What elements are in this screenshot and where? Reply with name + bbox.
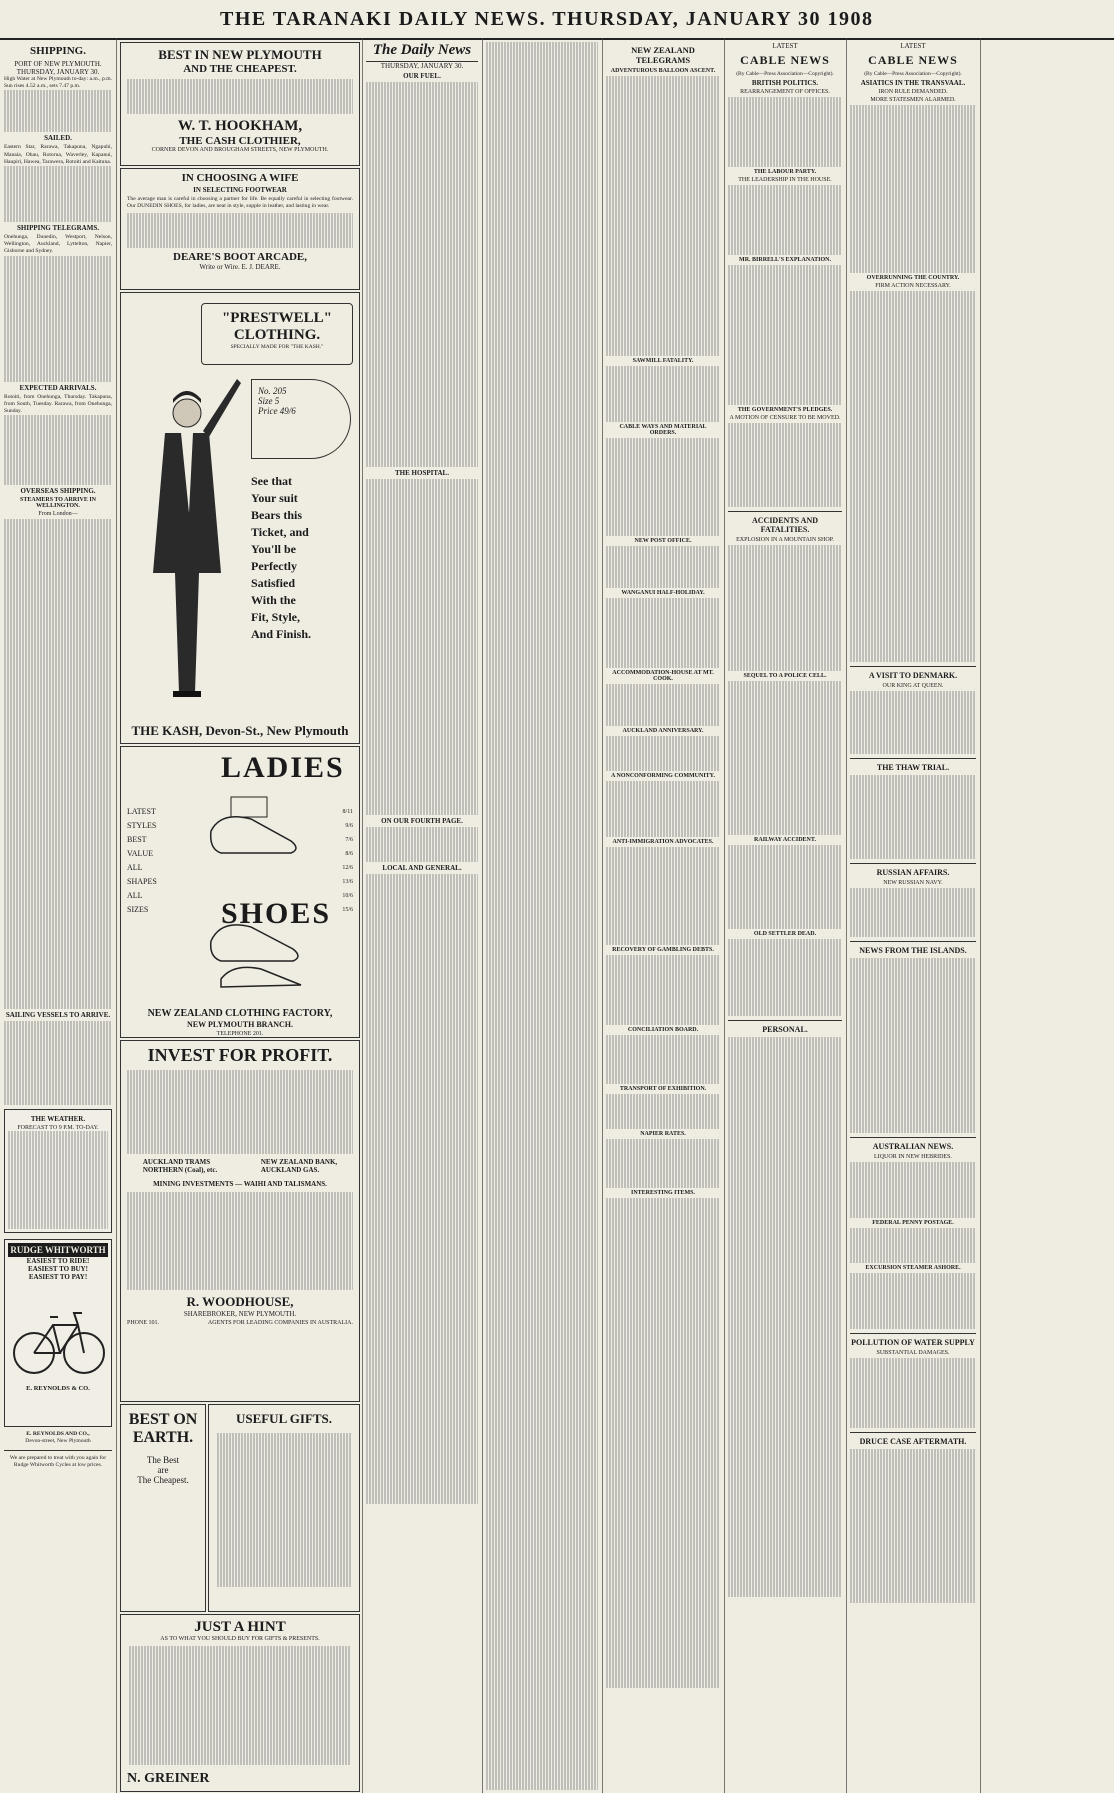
cable-subheading: A VISIT TO DENMARK. (868, 671, 958, 680)
local-news-text (486, 42, 598, 1790)
hint-body (129, 1646, 351, 1765)
cable-text (728, 681, 842, 835)
rudge-line: EASIEST TO BUY! (28, 1265, 88, 1274)
shipping-text-block (4, 166, 112, 222)
broker-phone: PHONE 101. (127, 1320, 160, 1326)
price: 13/6 (342, 879, 353, 885)
pitch-line: You'll be (251, 542, 297, 556)
cable-subheading: PERSONAL. (762, 1025, 808, 1034)
cable-subheading: IRON RULE DEMANDED. (878, 89, 948, 95)
prestwell-brand: "PRESTWELL" (221, 310, 333, 326)
ticket-price: Price 49/6 (258, 406, 296, 416)
reynolds-street: Devon-street, New Plymouth (25, 1438, 91, 1445)
telegram-text (606, 684, 720, 726)
telegram-text (606, 366, 720, 422)
telegram-subheading: NEW POST OFFICE. (634, 538, 692, 544)
best-on-earth-ad (120, 1404, 206, 1612)
editorial-topic: THE HOSPITAL. (395, 469, 449, 477)
invest-securities (121, 1158, 359, 1174)
editorial-dateline: THURSDAY, JANUARY 30. (380, 62, 464, 70)
factory-branch: NEW PLYMOUTH BRANCH. (186, 1020, 293, 1029)
rudge-line: EASIEST TO PAY! (28, 1273, 88, 1282)
local-news-column (486, 42, 598, 1790)
overseas-heading: OVERSEAS SHIPPING. (20, 487, 96, 496)
feature: SHAPES (127, 877, 157, 886)
cable-subheading: POLLUTION OF WATER SUPPLY (851, 1338, 975, 1347)
cable-text (728, 1037, 842, 1597)
rudge-brand: RUDGE WHITWORTH (8, 1243, 108, 1257)
editorial-text (366, 479, 478, 815)
gifts-title: USEFUL GIFTS. (235, 1411, 333, 1426)
cable-news-column-2 (850, 42, 976, 1790)
kash-pitch (251, 473, 355, 643)
feature: SIZES (127, 905, 149, 914)
telegram-subheading: NAPIER RATES. (640, 1131, 686, 1137)
shipping-column (4, 42, 112, 1790)
telegram-subheading: INTERESTING ITEMS. (630, 1190, 696, 1196)
divider (728, 1020, 842, 1021)
column-rule (980, 38, 981, 1793)
deare-name: DEARE'S BOOT ARCADE, (173, 251, 307, 264)
feature: ALL (127, 891, 143, 900)
hookham-headline-2: AND THE CHEAPEST. (183, 63, 297, 75)
greiner-name: N. GREINER (127, 1771, 210, 1786)
telegram-subheading: ACCOMMODATION-HOUSE AT MT. COOK. (612, 670, 714, 682)
cable-text (728, 845, 842, 929)
shoe-features (127, 805, 187, 917)
cable-byline: (By Cable—Press Association—Copyright). (736, 71, 834, 77)
cable-text (850, 1228, 976, 1263)
column-rule (602, 38, 603, 1793)
cable-subheading: FIRM ACTION NECESSARY. (875, 283, 951, 289)
shoe-illustrations-icon (201, 791, 311, 991)
security: NEW ZEALAND BANK, (260, 1158, 338, 1166)
telegram-text (606, 1035, 720, 1084)
best-line-1: BEST ON (128, 1411, 198, 1428)
editorial-text (366, 82, 478, 467)
telegram-subheading: TRANSPORT OF EXHIBITION. (619, 1086, 707, 1092)
reynolds-price-note: We are prepared to treat with you again for Rudge Whitworth Cycles at low prices. (9, 1454, 107, 1468)
useful-gifts-ad (208, 1404, 360, 1612)
cable-subheading: EXCURSION STEAMER ASHORE. (865, 1265, 961, 1271)
tide-text: High Water at New Plymouth to-day: a.m., p.m. Sun rises 4.52 a.m., sets 7.47 p.m. (4, 76, 112, 90)
telegram-text (606, 847, 720, 945)
deare-ad (120, 168, 360, 290)
hookham-name: W. T. HOOKHAM, (177, 118, 303, 134)
ticket-size: Size 5 (258, 396, 280, 406)
feature: BEST (127, 835, 147, 844)
cable-subheading: ACCIDENTS AND FATALITIES. (751, 516, 818, 534)
pitch-line: With the (251, 593, 296, 607)
pitch-line: Your suit (251, 491, 298, 505)
rudge-line: EASIEST TO RIDE! (26, 1257, 90, 1266)
deare-contact: Write or Wire. E. J. DEARE. (199, 263, 281, 272)
deare-sub: IN SELECTING FOOTWEAR (193, 186, 287, 194)
prestwell-made-for: SPECIALLY MADE FOR "THE KASH." (230, 344, 324, 350)
divider (728, 511, 842, 512)
port-line: PORT OF NEW PLYMOUTH. (14, 60, 102, 68)
cable-text (728, 423, 842, 507)
cable-subheading: SUBSTANTIAL DAMAGES. (876, 1350, 950, 1356)
shipping-heading: SHIPPING. (30, 45, 86, 57)
telegram-subheading: AUCKLAND ANNIVERSARY. (622, 728, 704, 734)
mining-heading: MINING INVESTMENTS — WAIHI AND TALISMANS. (153, 1180, 327, 1188)
telegram-subheading: SAWMILL FATALITY. (632, 358, 694, 364)
telegram-subheading: ADVENTUROUS BALLOON ASCENT. (610, 68, 716, 74)
telegram-text (606, 598, 720, 668)
best-line-2: EARTH. (132, 1429, 194, 1446)
invest-body (127, 1192, 353, 1290)
column-rule (116, 38, 117, 1793)
telegram-text (606, 736, 720, 771)
kash-ad (120, 292, 360, 744)
editorial-topic: OUR FUEL. (403, 72, 441, 80)
cable-subheading: THE LEADERSHIP IN THE HOUSE. (738, 177, 832, 183)
kash-footer: THE KASH, Devon-St., New Plymouth (131, 723, 349, 738)
reynolds-address (4, 1431, 112, 1469)
bicycle-icon (8, 1285, 108, 1385)
cable-latest: LATEST (772, 42, 798, 50)
telegram-subheading: CABLE WAYS AND MATERIAL ORDERS. (619, 424, 707, 436)
weather-forecast-sub: FORECAST TO 9 P.M. TO-DAY. (17, 1125, 99, 1132)
masthead (0, 0, 1114, 40)
telegram-text (606, 1094, 720, 1129)
editorial-column (366, 42, 478, 1790)
cable-latest: LATEST (900, 42, 926, 50)
cable-text (850, 775, 976, 859)
invest-body (127, 1070, 353, 1154)
daily-news-masthead: The Daily News (366, 42, 478, 62)
security: AUCKLAND TRAMS (142, 1158, 211, 1166)
price: 9/6 (345, 823, 353, 829)
cable-text (728, 97, 842, 167)
reynolds-name-2: E. REYNOLDS AND CO., (26, 1431, 90, 1438)
telegram-text (606, 76, 720, 356)
cable-text (850, 1358, 976, 1428)
shipping-telegrams-heading: SHIPPING TELEGRAMS. (17, 224, 99, 233)
reynolds-name: E. REYNOLDS & CO. (26, 1385, 90, 1393)
price: 15/6 (342, 907, 353, 913)
divider (850, 758, 976, 759)
nz-telegrams-heading: NEW ZEALAND TELEGRAMS (631, 45, 695, 65)
hint-title: JUST A HINT (194, 1619, 286, 1635)
feature: STYLES (127, 821, 157, 830)
telegram-subheading: WANGANUI HALF-HOLIDAY. (621, 590, 705, 596)
price: 8/11 (342, 809, 353, 815)
rudge-whitworth-ad (4, 1239, 112, 1427)
sailed-text: Eastern Star, Rarawa, Takapuna, Ngapuhi, Manaia, Ohau, Rotorua, Waverley, Kapanui, Haupiri, Hawea, Tarawera, Rotoiti and Kaituna. (4, 144, 112, 165)
cable-text (850, 1449, 976, 1603)
cable-news-column (728, 42, 842, 1790)
hookham-trade: THE CASH CLOTHIER, (179, 135, 301, 147)
editorial-topic: LOCAL AND GENERAL. (382, 864, 462, 872)
price: 12/6 (342, 865, 353, 871)
cable-subheading: A MOTION OF CENSURE TO BE MOVED. (729, 415, 841, 421)
cable-text (850, 291, 976, 662)
cable-subheading: OLD SETTLER DEAD. (753, 931, 817, 937)
price: 10/6 (342, 893, 353, 899)
date-line: THURSDAY, JANUARY 30. (16, 68, 100, 76)
cable-subheading: THE GOVERNMENT'S PLEDGES. (737, 407, 833, 413)
shipping-text-block (4, 519, 112, 1009)
expected-arrivals-heading: EXPECTED ARRIVALS. (19, 383, 97, 392)
hint-sub: AS TO WHAT YOU SHOULD BUY FOR GIFTS & PRESENTS. (160, 1636, 320, 1642)
pitch-line: Fit, Style, (251, 610, 300, 624)
shipping-text-block (4, 256, 112, 382)
shipping-text-block (4, 415, 112, 485)
cable-subheading: OUR KING AT QUEEN. (882, 683, 944, 689)
editorial-text (366, 827, 478, 862)
cable-subheading: OVERRUNNING THE COUNTRY. (866, 275, 960, 281)
telegram-text: Onehunga, Dunedin, Westport, Nelson, Wellington, Auckland, Lyttelton, Napier, Gisborne and Sydney. (4, 234, 112, 255)
security: AUCKLAND GAS. (260, 1166, 320, 1174)
from-london: From London— (38, 511, 78, 518)
telegram-subheading: RECOVERY OF GAMBLING DEBTS. (612, 947, 714, 953)
cable-subheading: AUSTRALIAN NEWS. (872, 1142, 954, 1151)
feature: LATEST (127, 807, 156, 816)
sailing-vessels-heading: SAILING VESSELS TO ARRIVE. (5, 1011, 111, 1020)
cable-subheading: FEDERAL PENNY POSTAGE. (872, 1220, 954, 1226)
telegram-text (606, 1198, 720, 1688)
divider (4, 1450, 112, 1451)
divider (850, 1333, 976, 1334)
cable-heading: CABLE NEWS (868, 53, 958, 67)
cable-text (850, 1162, 976, 1218)
cable-subheading: REARRANGEMENT OF OFFICES. (740, 89, 830, 95)
price: 8/6 (345, 851, 353, 857)
weather-box (4, 1109, 112, 1233)
divider (850, 666, 976, 667)
cable-text (728, 265, 842, 405)
weather-text (8, 1131, 108, 1229)
editorial-text (366, 874, 478, 1504)
security: NORTHERN (Coal), etc. (142, 1166, 218, 1174)
cable-subheading: NEWS FROM THE ISLANDS. (859, 946, 967, 955)
pitch-line: Ticket, and (251, 525, 309, 539)
telegram-subheading: A NONCONFORMING COMMUNITY. (611, 773, 715, 779)
cable-text (728, 185, 842, 255)
column-rule (362, 38, 363, 1793)
broker-agents: AGENTS FOR LEADING COMPANIES IN AUSTRALIA. (207, 1320, 353, 1326)
weather-title: THE WEATHER. (30, 1115, 86, 1124)
price-ticket (251, 379, 351, 459)
telegram-text (606, 546, 720, 588)
shipping-text-block (4, 90, 112, 132)
telegram-subheading: ANTI-IMMIGRATION ADVOCATES. (612, 839, 714, 845)
cable-subheading: DRUCE CASE AFTERMATH. (859, 1437, 967, 1446)
cable-text (850, 888, 976, 937)
factory-name: NEW ZEALAND CLOTHING FACTORY, (147, 1008, 333, 1019)
pitch-line: Bears this (251, 508, 302, 522)
cable-subheading: MORE STATESMEN ALARMED. (870, 97, 956, 103)
cable-subheading: THE LABOUR PARTY. (753, 169, 817, 175)
deare-body: The average man is careful in choosing a partner for life. Be equally careful in selecting footwear. Our DUNEDIN SHOES, for ladies, are neat in style, supple in leather, and lasting in wear. (127, 196, 353, 210)
factory-phone: TELEPHONE 201. (216, 1031, 264, 1037)
prestwell-banner (201, 303, 353, 365)
pitch-line: And Finish. (251, 627, 312, 641)
cable-byline: (By Cable—Press Association—Copyright). (864, 71, 962, 77)
divider (850, 941, 976, 942)
cable-subheading: MR. BIRRELL'S EXPLANATION. (739, 257, 831, 263)
hookham-body (127, 79, 353, 114)
cable-text (850, 958, 976, 1133)
telegram-text (606, 781, 720, 837)
best-line-5: The Cheapest. (137, 1475, 189, 1485)
price: 7/6 (345, 837, 353, 843)
prestwell-brand-2: CLOTHING. (233, 327, 321, 343)
pitch-line: Perfectly (251, 559, 297, 573)
hookham-address: CORNER DEVON AND BROUGHAM STREETS, NEW PLYMOUTH. (151, 147, 329, 153)
divider (850, 863, 976, 864)
feature: ALL (127, 863, 143, 872)
shipping-text-block (4, 1021, 112, 1105)
gifts-body (217, 1433, 351, 1587)
telegram-text (606, 438, 720, 536)
cable-subheading: RAILWAY ACCIDENT. (754, 837, 816, 843)
best-line-4: are (157, 1465, 169, 1475)
hookham-ad (120, 42, 360, 166)
telegram-text (606, 955, 720, 1025)
feature: VALUE (127, 849, 154, 858)
cable-subheading: LIQUOR IN NEW HEBRIDES. (874, 1154, 952, 1160)
steamers-heading: STEAMERS TO ARRIVE IN WELLINGTON. (20, 497, 96, 510)
ticket-number: No. 205 (258, 386, 287, 396)
right-margin (984, 42, 1110, 1790)
divider (850, 1432, 976, 1433)
editorial-topic: ON OUR FOURTH PAGE. (381, 817, 463, 825)
broker-contact (127, 1320, 353, 1326)
shoe-prices (323, 805, 353, 917)
invest-ad (120, 1040, 360, 1402)
invest-headline: INVEST FOR PROFIT. (147, 1045, 333, 1065)
cable-text (850, 105, 976, 273)
shoes-title: SHOES (221, 897, 332, 930)
column-rule (724, 38, 725, 1793)
deare-headline: IN CHOOSING A WIFE (181, 172, 299, 184)
cable-subheading: NEW RUSSIAN NAVY. (883, 880, 943, 886)
column-rule (482, 38, 483, 1793)
masthead-title: THE TARANAKI DAILY NEWS. THURSDAY, JANUARY 30 1908 (220, 8, 874, 30)
gentleman-figure-icon (125, 373, 245, 703)
broker-sub: SHAREBROKER, NEW PLYMOUTH. (183, 1310, 297, 1318)
pitch-line: See that (251, 474, 292, 488)
cable-text (728, 939, 842, 1016)
arrivals-text: Rotoiti, from Onehunga, Thursday. Takapuna, from South, Tuesday. Rarawa, from Onehunga, Sunday. (4, 393, 112, 415)
broker-name: R. WOODHOUSE, (186, 1294, 294, 1309)
telegram-text (606, 1139, 720, 1188)
ladies-title: LADIES (221, 751, 345, 784)
telegram-subheading: CONCILIATION BOARD. (627, 1027, 699, 1033)
cable-subheading: BRITISH POLITICS. (751, 79, 819, 87)
cable-subheading: THE THAW TRIAL. (876, 763, 950, 772)
nz-telegrams-column (606, 42, 720, 1790)
cable-subheading: EXPLOSION IN A MOUNTAIN SHOP. (736, 537, 834, 543)
deare-body-lines (127, 213, 353, 248)
ladies-shoes-ad (120, 746, 360, 1038)
cable-subheading: SEQUEL TO A POLICE CELL. (743, 673, 827, 679)
column-rule (846, 38, 847, 1793)
cable-text (850, 691, 976, 754)
cable-subheading: ASIATICS IN THE TRANSVAAL. (860, 79, 966, 87)
hookham-headline: BEST IN NEW PLYMOUTH (158, 47, 322, 62)
cable-subheading: RUSSIAN AFFAIRS. (876, 868, 950, 877)
cable-text (728, 545, 842, 671)
cable-text (850, 1273, 976, 1329)
pitch-line: Satisfied (251, 576, 296, 590)
sailed-heading: SAILED. (44, 134, 72, 143)
cable-heading: CABLE NEWS (740, 53, 830, 67)
best-line-3: The Best (146, 1455, 180, 1465)
divider (850, 1137, 976, 1138)
just-a-hint-ad (120, 1614, 360, 1792)
